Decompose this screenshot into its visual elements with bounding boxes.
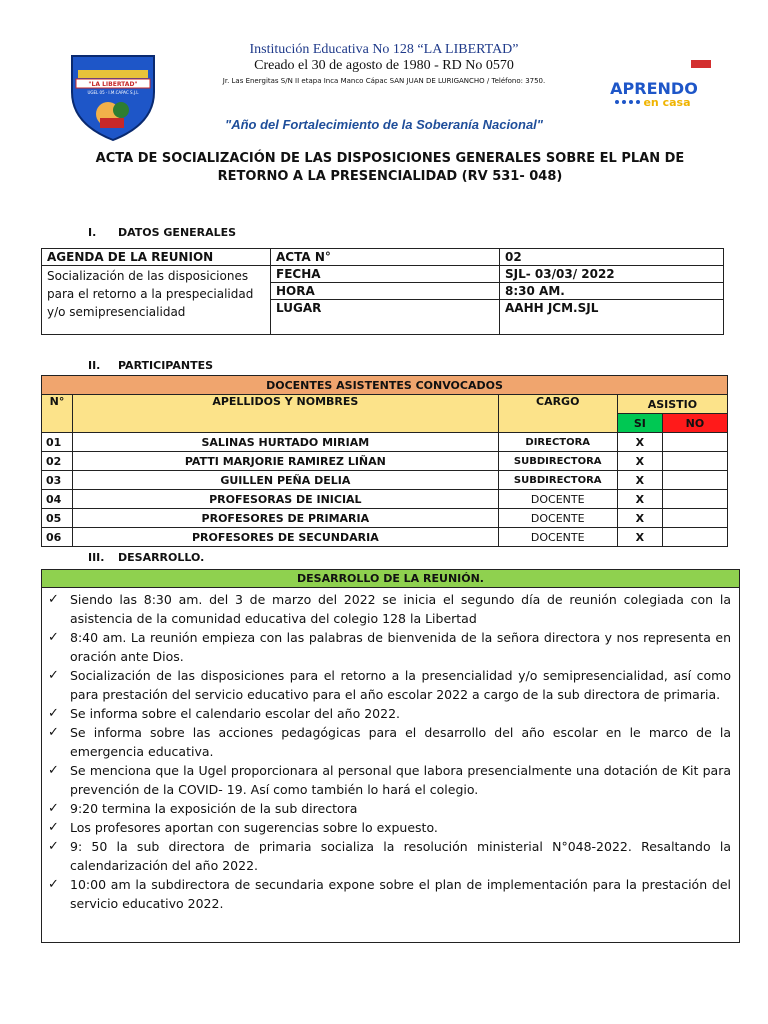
aprendo-en-casa-logo xyxy=(593,58,715,118)
row-si: X xyxy=(617,433,662,452)
col-name-header: APELLIDOS Y NOMBRES xyxy=(73,395,499,433)
table-row xyxy=(42,433,728,452)
hora-value: 8:30 AM. xyxy=(500,283,724,300)
agenda-label: AGENDA DE LA REUNION xyxy=(42,249,271,266)
desarrollo-title: DESARROLLO DE LA REUNIÓN. xyxy=(41,569,740,588)
item-text: 9:20 termina la exposición de la sub directora xyxy=(70,801,358,816)
row-name: PROFESORES DE SECUNDARIA xyxy=(73,528,499,547)
item-text: Se informa sobre las acciones pedagógicas para el desarrollo del año escolar en le marco de la emergencia educativa. xyxy=(70,725,731,759)
item-text: 8:40 am. La reunión empieza con las palabras de bienvenida de la señora directora y nos representa en oración ante Dios. xyxy=(70,630,731,664)
check-icon: ✓ xyxy=(48,820,59,835)
check-icon: ✓ xyxy=(48,668,59,683)
check-icon: ✓ xyxy=(48,763,59,778)
row-cargo: SUBDIRECTORA xyxy=(498,471,617,490)
row-si: X xyxy=(617,471,662,490)
row-cargo: DOCENTE xyxy=(498,528,617,547)
col-asistio-header: ASISTIO xyxy=(617,395,727,414)
agenda-text: Socialización de las disposiciones para el retorno a la prespecialidad y/o semipresencialidad xyxy=(42,266,271,335)
row-no xyxy=(662,528,727,547)
check-icon: ✓ xyxy=(48,839,59,854)
row-number: 02 xyxy=(42,452,73,471)
check-icon: ✓ xyxy=(48,706,59,721)
institution-name: Institución Educativa No 128 “LA LIBERTAD” xyxy=(249,42,519,57)
item-text: Se informa sobre el calendario escolar del año 2022. xyxy=(70,706,401,721)
participantes-table-title: DOCENTES ASISTENTES CONVOCADOS xyxy=(42,376,728,395)
motto: "Año del Fortalecimiento de la Soberanía Nacional" xyxy=(225,117,543,132)
row-name: SALINAS HURTADO MIRIAM xyxy=(73,433,499,452)
desarrollo-list xyxy=(48,590,731,913)
list-item xyxy=(48,666,731,704)
fecha-value: SJL- 03/03/ 2022 xyxy=(500,266,724,283)
section-number: III. xyxy=(88,551,105,564)
row-cargo: DIRECTORA xyxy=(498,433,617,452)
aprendo-word: APRENDO xyxy=(610,79,698,98)
document-title: ACTA DE SOCIALIZACIÓN DE LAS DISPOSICIONES GENERALES SOBRE EL PLAN DE RETORNO A LA PRESENCIALIDAD (RV 531- 048) xyxy=(95,151,685,184)
row-si: X xyxy=(617,528,662,547)
col-cargo-header: CARGO xyxy=(498,395,617,433)
list-item xyxy=(48,818,731,837)
row-number: 06 xyxy=(42,528,73,547)
list-item xyxy=(48,723,731,761)
aprendo-sub: en casa xyxy=(643,96,691,109)
item-text: Siendo las 8:30 am. del 3 de marzo del 2022 se inicia el segundo día de reunión colegiada con la asistencia de la comunidad educativa del colegio 128 la Libertad xyxy=(70,592,731,626)
row-name: PROFESORES DE PRIMARIA xyxy=(73,509,499,528)
row-number: 01 xyxy=(42,433,73,452)
row-no xyxy=(662,452,727,471)
section-number: II. xyxy=(88,359,101,372)
row-cargo: DOCENTE xyxy=(498,509,617,528)
table-row xyxy=(42,490,728,509)
check-icon: ✓ xyxy=(48,592,59,607)
item-text: 9: 50 la sub directora de primaria socializa la resolución ministerial N°048-2022. Resaltando la calendarización del año 2022. xyxy=(70,839,731,873)
lugar-label: LUGAR xyxy=(271,300,500,335)
list-item xyxy=(48,628,731,666)
col-si-header: SI xyxy=(617,414,662,433)
fecha-label: FECHA xyxy=(271,266,500,283)
list-item xyxy=(48,704,731,723)
list-item xyxy=(48,799,731,818)
acta-label: ACTA N° xyxy=(271,249,500,266)
col-num-header: N° xyxy=(42,395,73,433)
item-text: Los profesores aportan con sugerencias sobre lo expuesto. xyxy=(70,820,438,835)
item-text: Se menciona que la Ugel proporcionara al personal que labora presencialmente una dotación de Kit para prevención de la COVID- 19. Así como también lo hará el colegio. xyxy=(70,763,731,797)
row-number: 05 xyxy=(42,509,73,528)
lugar-value: AAHH JCM.SJL xyxy=(500,300,724,335)
row-no xyxy=(662,471,727,490)
section-label: DESARROLLO. xyxy=(118,551,205,564)
list-item xyxy=(48,837,731,875)
check-icon: ✓ xyxy=(48,725,59,740)
row-name: PROFESORAS DE INICIAL xyxy=(73,490,499,509)
desarrollo-box xyxy=(41,569,740,943)
row-number: 03 xyxy=(42,471,73,490)
participantes-table xyxy=(41,375,728,547)
logo-banner-text: "LA LIBERTAD" xyxy=(88,81,138,88)
row-no xyxy=(662,490,727,509)
row-si: X xyxy=(617,509,662,528)
item-text: 10:00 am la subdirectora de secundaria expone sobre el plan de implementación para la prestación del servicio educativo 2022. xyxy=(70,877,731,911)
table-row xyxy=(42,509,728,528)
table-row xyxy=(42,528,728,547)
table-row xyxy=(42,471,728,490)
hora-label: HORA xyxy=(271,283,500,300)
row-cargo: DOCENTE xyxy=(498,490,617,509)
list-item xyxy=(48,590,731,628)
table-row xyxy=(42,452,728,471)
row-si: X xyxy=(617,452,662,471)
institution-created: Creado el 30 de agosto de 1980 - RD No 0570 xyxy=(254,58,514,73)
datos-generales-table xyxy=(41,248,724,335)
institution-address: Jr. Las Energitas S/N II etapa Inca Manco Cápac SAN JUAN DE LURIGANCHO / Teléfono: 3750. xyxy=(222,77,546,85)
section-datos-generales xyxy=(88,226,236,239)
acta-value: 02 xyxy=(500,249,724,266)
item-text: Socialización de las disposiciones para el retorno a la presencialidad y/o semipresencialidad, así como para prestación del servicio educativo para el año escolar 2022 a cargo de la sub directora de primaria. xyxy=(70,668,731,702)
check-icon: ✓ xyxy=(48,877,59,892)
check-icon: ✓ xyxy=(48,801,59,816)
section-desarrollo xyxy=(88,551,204,564)
list-item xyxy=(48,761,731,799)
section-label: DATOS GENERALES xyxy=(118,226,237,239)
list-item xyxy=(48,875,731,913)
logo-sub-text: UGEL 05 · I.M.CAPAC S.J.L xyxy=(87,90,139,95)
col-no-header: NO xyxy=(662,414,727,433)
desarrollo-body xyxy=(41,588,740,943)
row-cargo: SUBDIRECTORA xyxy=(498,452,617,471)
row-name: PATTI MARJORIE RAMIREZ LIÑAN xyxy=(73,452,499,471)
check-icon: ✓ xyxy=(48,630,59,645)
section-number: I. xyxy=(88,226,97,239)
row-si: X xyxy=(617,490,662,509)
section-participantes xyxy=(88,359,213,372)
row-name: GUILLEN PEÑA DELIA xyxy=(73,471,499,490)
row-no xyxy=(662,433,727,452)
section-label: PARTICIPANTES xyxy=(118,359,214,372)
row-no xyxy=(662,509,727,528)
row-number: 04 xyxy=(42,490,73,509)
